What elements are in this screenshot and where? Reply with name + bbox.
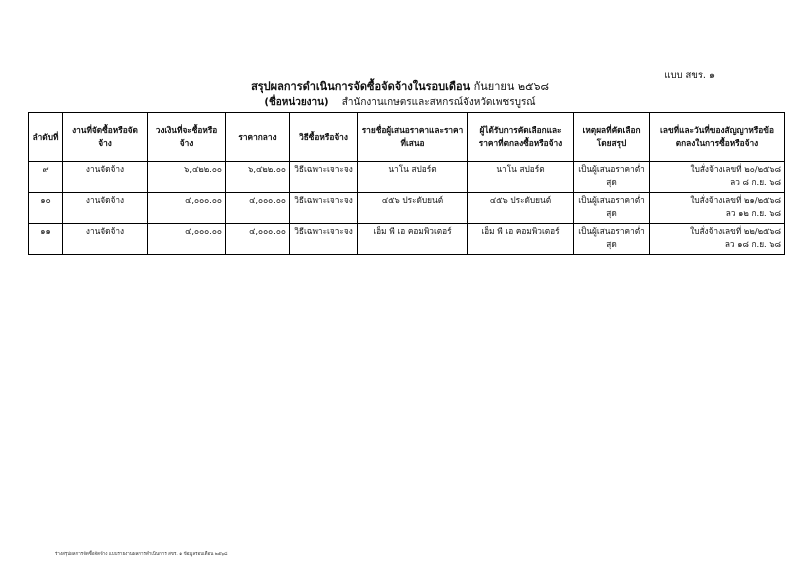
header-item: งานที่จัดซื้อหรือจัดจ้าง bbox=[63, 113, 148, 162]
row-no: ๙ bbox=[29, 162, 63, 193]
table-header-row bbox=[29, 113, 785, 162]
row-no: ๑๑ bbox=[29, 224, 63, 255]
row-winner: เอ็ม พี เอ คอมพิวเตอร์ bbox=[468, 224, 574, 255]
row-contract bbox=[650, 224, 785, 255]
row-budget: ๔,๐๐๐.๐๐ bbox=[148, 224, 226, 255]
row-reason: เป็นผู้เสนอราคาต่ำสุด bbox=[574, 224, 650, 255]
agency-name: สำนักงานเกษตรและสหกรณ์จังหวัดเพชรบูรณ์ bbox=[341, 97, 536, 108]
row-median-price: ๔,๐๐๐.๐๐ bbox=[226, 193, 290, 224]
header-bidders: รายชื่อผู้เสนอราคาและราคาที่เสนอ bbox=[358, 113, 468, 162]
row-median-price: ๔,๐๐๐.๐๐ bbox=[226, 224, 290, 255]
contract-number: ใบสั่งจ้างเลขที่ ๒๒/๒๕๖๘ bbox=[690, 226, 781, 236]
row-winner: นาโน สปอร์ต bbox=[468, 162, 574, 193]
title-period: กันยายน ๒๕๖๘ bbox=[473, 80, 549, 93]
header-median-price: ราคากลาง bbox=[226, 113, 290, 162]
row-contract bbox=[650, 193, 785, 224]
header-winner: ผู้ได้รับการคัดเลือกและราคาที่ตกลงซื้อหรือจ้าง bbox=[468, 113, 574, 162]
row-median-price: ๖,๔๒๒.๐๐ bbox=[226, 162, 290, 193]
row-budget: ๔,๐๐๐.๐๐ bbox=[148, 193, 226, 224]
procurement-table bbox=[28, 112, 785, 255]
header-no: ลำดับที่ bbox=[29, 113, 63, 162]
row-method: วิธีเฉพาะเจาะจง bbox=[290, 224, 358, 255]
header-method: วิธีซื้อหรือจ้าง bbox=[290, 113, 358, 162]
contract-date: ลว ๑๒ ก.ย. ๖๘ bbox=[725, 208, 781, 218]
row-no: ๑๐ bbox=[29, 193, 63, 224]
agency-line bbox=[0, 95, 800, 110]
row-bidders: ๔๕๖ ประดับยนต์ bbox=[358, 193, 468, 224]
row-reason: เป็นผู้เสนอราคาต่ำสุด bbox=[574, 162, 650, 193]
footer-note: ร่างสรุปผลการจัดซื้อจัดจ้าง แบบรายงานผลการดำเนินการ สขร. ๑ ข้อมูลรอบเดือน ๒๕๖๘ bbox=[55, 552, 228, 557]
row-method: วิธีเฉพาะเจาะจง bbox=[290, 193, 358, 224]
header-reason: เหตุผลที่คัดเลือกโดยสรุป bbox=[574, 113, 650, 162]
row-budget: ๖,๔๒๒.๐๐ bbox=[148, 162, 226, 193]
table-row bbox=[29, 193, 785, 224]
row-bidders: นาโน สปอร์ต bbox=[358, 162, 468, 193]
contract-number: ใบสั่งจ้างเลขที่ ๒๑/๒๕๖๘ bbox=[690, 195, 781, 205]
agency-label: (ชื่อหน่วยงาน) bbox=[264, 97, 329, 108]
header-budget: วงเงินที่จะซื้อหรือจ้าง bbox=[148, 113, 226, 162]
table-row bbox=[29, 162, 785, 193]
row-item: งานจัดจ้าง bbox=[63, 193, 148, 224]
contract-date: ลว ๘ ก.ย. ๖๘ bbox=[730, 177, 781, 187]
row-winner: ๔๕๖ ประดับยนต์ bbox=[468, 193, 574, 224]
row-item: งานจัดจ้าง bbox=[63, 224, 148, 255]
form-code: แบบ สขร. ๑ bbox=[664, 70, 715, 81]
contract-number: ใบสั่งจ้างเลขที่ ๒๐/๒๕๖๘ bbox=[690, 164, 781, 174]
row-method: วิธีเฉพาะเจาะจง bbox=[290, 162, 358, 193]
row-contract bbox=[650, 162, 785, 193]
row-item: งานจัดจ้าง bbox=[63, 162, 148, 193]
row-reason: เป็นผู้เสนอราคาต่ำสุด bbox=[574, 193, 650, 224]
row-bidders: เอ็ม พี เอ คอมพิวเตอร์ bbox=[358, 224, 468, 255]
table-row bbox=[29, 224, 785, 255]
page-title bbox=[0, 77, 800, 95]
contract-date: ลว ๑๘ ก.ย. ๖๘ bbox=[724, 239, 781, 249]
header-contract: เลขที่และวันที่ของสัญญาหรือข้อตกลงในการซื้อหรือจ้าง bbox=[650, 113, 785, 162]
title-main: สรุปผลการดำเนินการจัดซื้อจัดจ้างในรอบเดือน bbox=[251, 80, 471, 93]
